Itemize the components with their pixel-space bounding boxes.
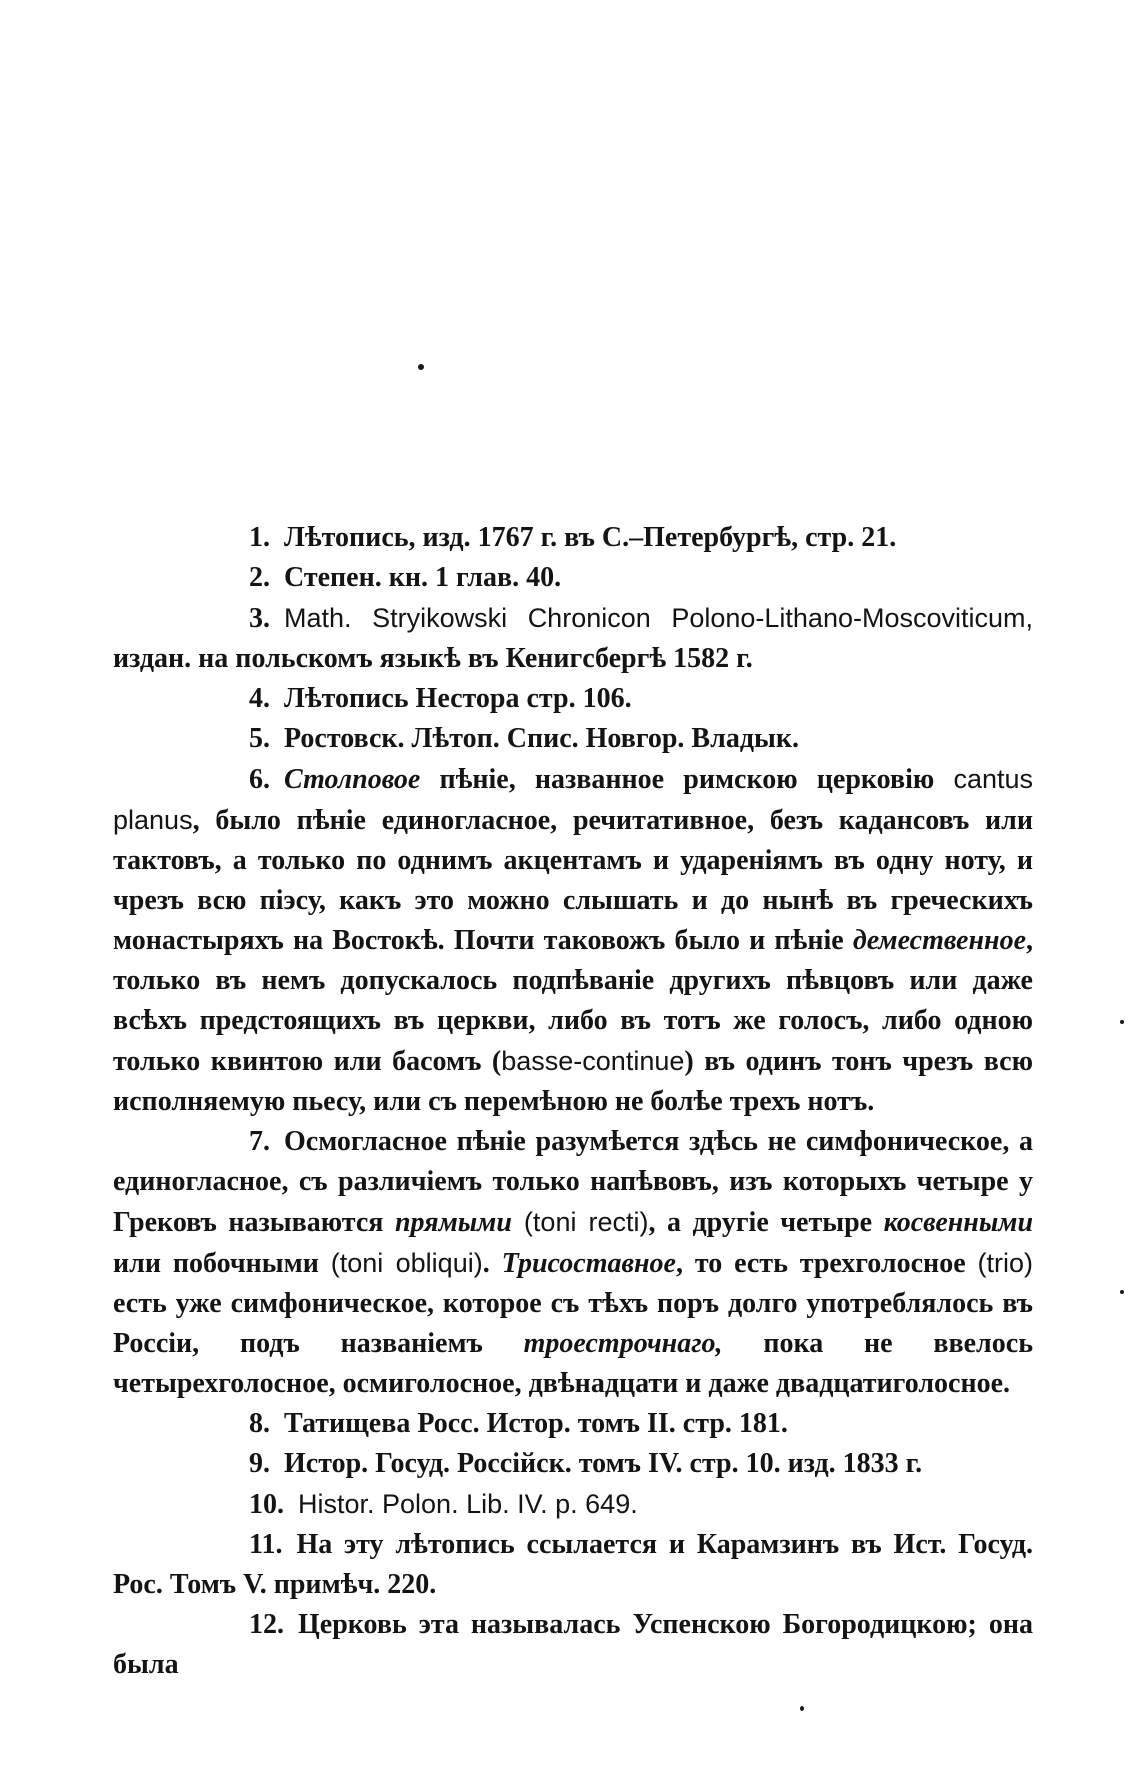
footnote-number: 10. (249, 1489, 284, 1520)
footnote-4 (113, 679, 1033, 719)
footnote-number: 3. (249, 603, 270, 634)
latin-term: basse-continue (501, 1046, 685, 1076)
ink-speck (1120, 1290, 1124, 1294)
italic-term: прямыми (394, 1207, 512, 1238)
italic-term: Трисоставное (501, 1248, 676, 1279)
footnote-9 (113, 1444, 1033, 1484)
footnote-text: Лѣтопись, изд. 1767 г. въ С.–Петербургѣ, стр. 21. (284, 522, 897, 553)
footnote-number: 5. (249, 723, 270, 754)
footnote-number: 1. (249, 522, 270, 553)
italic-term: Столповое (284, 764, 421, 795)
footnote-number: 7. (249, 1126, 270, 1157)
footnote-3 (113, 598, 1033, 679)
footnote-text: Лѣтопись Нестора стр. 106. (284, 683, 632, 714)
footnote-text: пѣніе, названное римскою церковію (420, 764, 954, 795)
footnote-text: , то есть трехголосное (675, 1248, 978, 1279)
footnote-2 (113, 558, 1033, 598)
footnote-number: 2. (249, 562, 270, 593)
footnote-10 (113, 1484, 1033, 1525)
italic-term: косвенными (883, 1207, 1034, 1238)
footnote-text: Ростовск. Лѣтоп. Спис. Новгор. Владык. (284, 723, 799, 754)
footnote-8 (113, 1404, 1033, 1444)
footnote-number: 6. (249, 764, 270, 795)
footnote-text: издан. на польскомъ языкѣ въ Кенигсбергѣ 1582 г. (113, 643, 753, 674)
footnote-number: 8. (249, 1408, 270, 1439)
footnote-11 (113, 1525, 1033, 1605)
footnote-text: Истор. Госуд. Россійск. томъ IV. стр. 10. изд. 1833 г. (284, 1448, 923, 1479)
footnote-number: 4. (249, 683, 270, 714)
footnote-text: Степен. кн. 1 глав. 40. (284, 562, 562, 593)
footnote-5 (113, 719, 1033, 759)
footnote-text: , только въ немъ допускалось подпѣваніе другихъ пѣвцовъ или даже всѣхъ предстоящихъ въ церкви, либо въ тотъ же голосъ, либо одною только квинтою или басомъ ( (113, 925, 1033, 1077)
footnote-6 (113, 759, 1033, 1122)
latin-term: (toni obliqui) (330, 1248, 483, 1278)
footnote-text: ) въ одинъ тонъ чрезъ всю исполняемую пьесу, или съ перемѣною не болѣе трехъ нотъ. (113, 1046, 1033, 1117)
footnote-text: , было пѣніе единогласное, речитативное, безъ кадансовъ или тактовъ, а только по однимъ акцентамъ и удареніямъ въ одну ноту, и чрезъ всю піэсу, какъ это можно слышать и до нынѣ въ греческихъ монастыряхъ на Востокѣ. Почти таковожъ было и пѣніе (113, 805, 1033, 956)
ink-speck (800, 1706, 804, 1711)
footnote-number: 11. (249, 1529, 283, 1560)
footnote-text: Татищева Росс. Истор. томъ II. стр. 181. (284, 1408, 788, 1439)
footnote-text: есть уже симфоническое, которое съ тѣхъ поръ долго употреблялось въ Россіи, подъ названіемъ (113, 1288, 1033, 1359)
italic-term: демественное (852, 925, 1026, 956)
ink-speck (1120, 1020, 1124, 1024)
footnote-number: 12. (249, 1609, 284, 1640)
latin-citation: Histor. Polon. Lib. IV. p. 649. (298, 1489, 638, 1519)
latin-term: (toni recti) (511, 1207, 649, 1237)
footnote-text: Церковь эта называлась Успенскою Богородицкою; она была (113, 1609, 1033, 1680)
latin-term: (trio) (977, 1248, 1033, 1278)
footnote-text: пока не ввелось четырехголосное, осмиголосное, двѣнадцати и даже двадцатиголосное. (113, 1328, 1034, 1399)
footnote-7 (113, 1122, 1033, 1404)
footnote-text: Осмогласное пѣніе разумѣется здѣсь не симфоническое, а единогласное, съ различіемъ только напѣвовъ, изъ которыхъ четыре у Грековъ называются (113, 1126, 1033, 1238)
footnote-number: 9. (249, 1448, 270, 1479)
footnotes (113, 518, 1033, 1685)
footnote-1 (113, 518, 1033, 558)
latin-term: cantus planus (113, 764, 1033, 835)
footnote-text: , а другіе четыре (648, 1207, 884, 1238)
footnote-12 (113, 1605, 1033, 1685)
footnote-text: или побочными (113, 1248, 331, 1279)
footnote-text: . (482, 1248, 502, 1279)
ink-speck (418, 364, 424, 370)
footnote-text: На эту лѣтопись ссылается и Карамзинъ въ Ист. Госуд. Рос. Томъ V. примѣч. 220. (113, 1529, 1033, 1600)
italic-term: троестрочнаго, (523, 1328, 723, 1359)
latin-citation: Math. Stryikowski Chronicon Polono-Lithano-Moscoviticum, (284, 603, 1033, 633)
